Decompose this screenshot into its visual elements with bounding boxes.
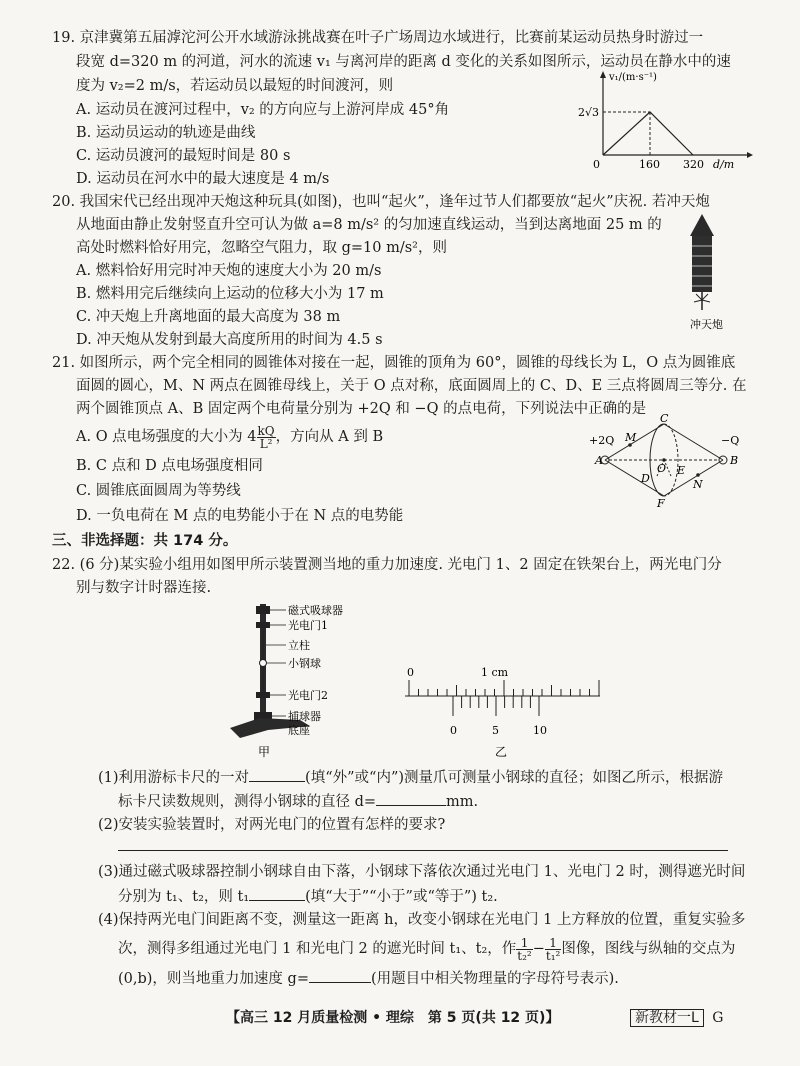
label-m: M <box>625 431 637 444</box>
label-vernier-0: 0 <box>450 724 457 737</box>
steel-ball <box>260 660 267 667</box>
label-post: 立柱 <box>288 639 310 652</box>
q20-line-1: 20. 我国宋代已经出现冲天炮这种玩具(如图)，也叫“起火”，逢年过节人们都要放“起火”庆祝. 若冲天炮 <box>52 194 710 210</box>
label-fig-jia: 甲 <box>258 745 271 759</box>
q19-velocity-graph <box>575 70 755 170</box>
label-d: D <box>641 472 650 485</box>
main-scale-ticks <box>409 680 599 696</box>
graph-x-arrow <box>747 152 753 158</box>
q22-part-1-line-1: (1)利用游标卡尺的一对 (填“外”或“内”)测量爪可测量小钢球的直径；如图乙所示，根据游 <box>98 767 723 788</box>
label-minus-q: −Q <box>721 434 740 447</box>
graph-origin-label: 0 <box>593 158 600 170</box>
q21-line-2: 面圆的圆心，M、N 两点在圆锥母线上，关于 O 点对称，底面圆周上的 C、D、E 三点将圆周三等分. 在 <box>76 378 747 394</box>
q19-line-3: 度为 v₂=2 m/s，若运动员以最短的时间渡河，则 <box>76 78 394 94</box>
q22-part-3-line-1: (3)通过磁式吸球器控制小钢球自由下落，小钢球下落依次通过光电门 1、光电门 2 时，测得遮光时间 <box>98 864 746 880</box>
photogate-1 <box>256 622 270 628</box>
q19-option-c: C. 运动员渡河的最短时间是 80 s <box>76 148 291 164</box>
q21-option-c: C. 圆锥底面圆周为等势线 <box>76 483 241 499</box>
q22-vernier-figure <box>395 660 615 760</box>
q21-double-cone-figure <box>585 414 755 510</box>
fraction-1-over-t2sq: $\frac{1}{\text{t₂²}}$ <box>517 935 532 963</box>
q21-option-a-fraction: $\frac{kQ}{\text{L²}}$ <box>257 423 275 451</box>
label-scale-1cm: 1 cm <box>481 666 509 679</box>
q21-line-3: 两个圆锥顶点 A、B 固定两个电荷量分别为 +2Q 和 −Q 的点电荷，下列说法中正确的是 <box>76 401 647 417</box>
q21-line-1: 21. 如图所示，两个完全相同的圆锥体对接在一起，圆锥的顶角为 60°，圆锥的母线长为 L，O 点为圆锥底 <box>52 355 736 371</box>
fraction-1-over-t1sq: $\frac{1}{\text{t₁²}}$ <box>545 935 561 963</box>
label-f: F <box>657 497 665 510</box>
label-main-0: 0 <box>407 666 414 679</box>
graph-x2-label: 320 <box>683 158 704 170</box>
label-e: E <box>677 464 686 477</box>
q19-line-1: 19. 京津冀第五届滹沱河公开水域游泳挑战赛在叶子广场周边水域进行，比赛前某运动员热身时游过一 <box>52 30 704 46</box>
q20-rocket-illustration <box>680 212 740 334</box>
label-gate-1: 光电门1 <box>288 619 328 632</box>
label-c: C <box>660 414 669 425</box>
blank-part-2-answer-line[interactable] <box>118 850 728 851</box>
q19-option-b: B. 运动员运动的轨迹是曲线 <box>76 125 256 141</box>
q20-option-a: A. 燃料恰好用完时冲天炮的速度大小为 20 m/s <box>76 263 382 279</box>
q20-line-3: 高处时燃料恰好用完，忽略空气阻力，取 g=10 m/s²，则 <box>76 240 447 256</box>
q19-line-2: 段宽 d=320 m 的河道，河水的流速 v₁ 与离河岸的距离 d 变化的关系如图所示，运动员在静水中的速 <box>76 54 731 70</box>
q22-line-1: 22. (6 分)某实验小组用如图甲所示装置测当地的重力加速度. 光电门 1、2 固定在铁架台上，两光电门分 <box>52 557 722 573</box>
section-3-heading: 三、非选择题：共 174 分。 <box>52 533 238 549</box>
q21-option-a: A. O 点电场强度的大小为 4 $\frac{kQ}{\text{L²}}$ ，方向从 A 到 B <box>76 423 384 451</box>
label-a: A <box>595 454 603 467</box>
q22-part-4-line-3: (0,b)，则当地重力加速度 g= (用题目中相关物理量的字母符号表示). <box>118 968 619 989</box>
label-catcher: 捕球器 <box>288 710 321 723</box>
q20-option-d: D. 冲天炮从发射到最大高度所用的时间为 4.5 s <box>76 332 383 348</box>
vernier-scale-ticks <box>453 696 539 716</box>
q22-part-3-line-2: 分别为 t₁、t₂，则 t₁ (填“大于”“小于”或“等于”) t₂. <box>118 886 498 907</box>
q21-option-b: B. C 点和 D 点电场强度相同 <box>76 458 263 474</box>
point-n <box>696 473 700 477</box>
page-footer-tag <box>630 1008 723 1028</box>
graph-x1-label: 160 <box>639 158 660 170</box>
blank-gravity-expression[interactable] <box>309 968 371 983</box>
rocket-label: 冲天炮 <box>690 318 723 331</box>
q22-part-1-line-2: 标卡尺读数规则，测得小钢球的直径 d= mm. <box>118 791 478 812</box>
graph-velocity-line <box>603 112 693 155</box>
rocket-nose <box>690 214 714 236</box>
graph-y-arrow <box>600 71 606 78</box>
label-vernier-5: 5 <box>492 724 499 737</box>
q20-option-b: B. 燃料用完后继续向上运动的位移大小为 17 m <box>76 286 384 302</box>
q21-option-d: D. 一负电荷在 M 点的电势能小于在 N 点的电势能 <box>76 508 404 524</box>
cone-edge-af <box>605 460 667 496</box>
page-footer-title: 【高三 12 月质量检测 • 理综 第 5 页(共 12 页)】 <box>226 1010 560 1026</box>
graph-peak-label: 2√3 <box>578 106 600 119</box>
label-ball: 小钢球 <box>288 657 321 670</box>
blank-jaw-type[interactable] <box>249 767 305 782</box>
q20-line-2: 从地面由静止发射竖直升空可认为做 a=8 m/s² 的匀加速直线运动，当到达离地面 25 m 的 <box>76 217 662 233</box>
label-fig-yi: 乙 <box>495 745 508 759</box>
label-plus-2q: +2Q <box>589 434 615 447</box>
q22-part-4-line-2: 次，测得多组通过光电门 1 和光电门 2 的遮光时间 t₁、t₂，作 $\frac{1}{\text{t₂²}}$ − $\frac{1}{\text{t₁²}}$ 图像，图线与纵轴的交点为 <box>118 935 736 963</box>
label-vernier-10: 10 <box>533 724 547 737</box>
label-b: B <box>730 454 739 467</box>
label-magnet: 磁式吸球器 <box>288 604 343 617</box>
photogate-2 <box>256 692 270 698</box>
q19-option-a: A. 运动员在渡河过程中，v₂ 的方向应与上游河岸成 45°角 <box>76 102 450 118</box>
q19-option-d: D. 运动员在河水中的最大速度是 4 m/s <box>76 171 330 187</box>
q22-part-2: (2)安装实验装置时，对两光电门的位置有怎样的要求? <box>98 817 446 833</box>
blank-diameter[interactable] <box>376 791 446 806</box>
footer-edition-badge: 新教材一L <box>630 1009 704 1027</box>
q22-line-2: 别与数字计时器连接. <box>76 580 212 596</box>
q22-part-4-line-1: (4)保持两光电门间距离不变，测量这一距离 h，改变小钢球在光电门 1 上方释放的位置，重复实验多 <box>98 912 746 928</box>
magnet-holder <box>256 606 270 614</box>
q22-apparatus-figure <box>220 600 370 760</box>
rocket-body <box>692 236 712 292</box>
label-o: O <box>657 462 667 475</box>
footer-letter: G <box>712 1010 724 1026</box>
blank-compare-t[interactable] <box>249 886 305 901</box>
cone-edge-bc <box>664 424 723 460</box>
label-base: 底座 <box>288 724 310 737</box>
label-gate-2: 光电门2 <box>288 689 328 702</box>
label-n: N <box>693 478 703 491</box>
q20-option-c: C. 冲天炮上升离地面的最大高度为 38 m <box>76 309 341 325</box>
graph-ylabel: v₁/(m·s⁻¹) <box>609 72 657 83</box>
graph-xlabel: d/m <box>713 158 735 170</box>
